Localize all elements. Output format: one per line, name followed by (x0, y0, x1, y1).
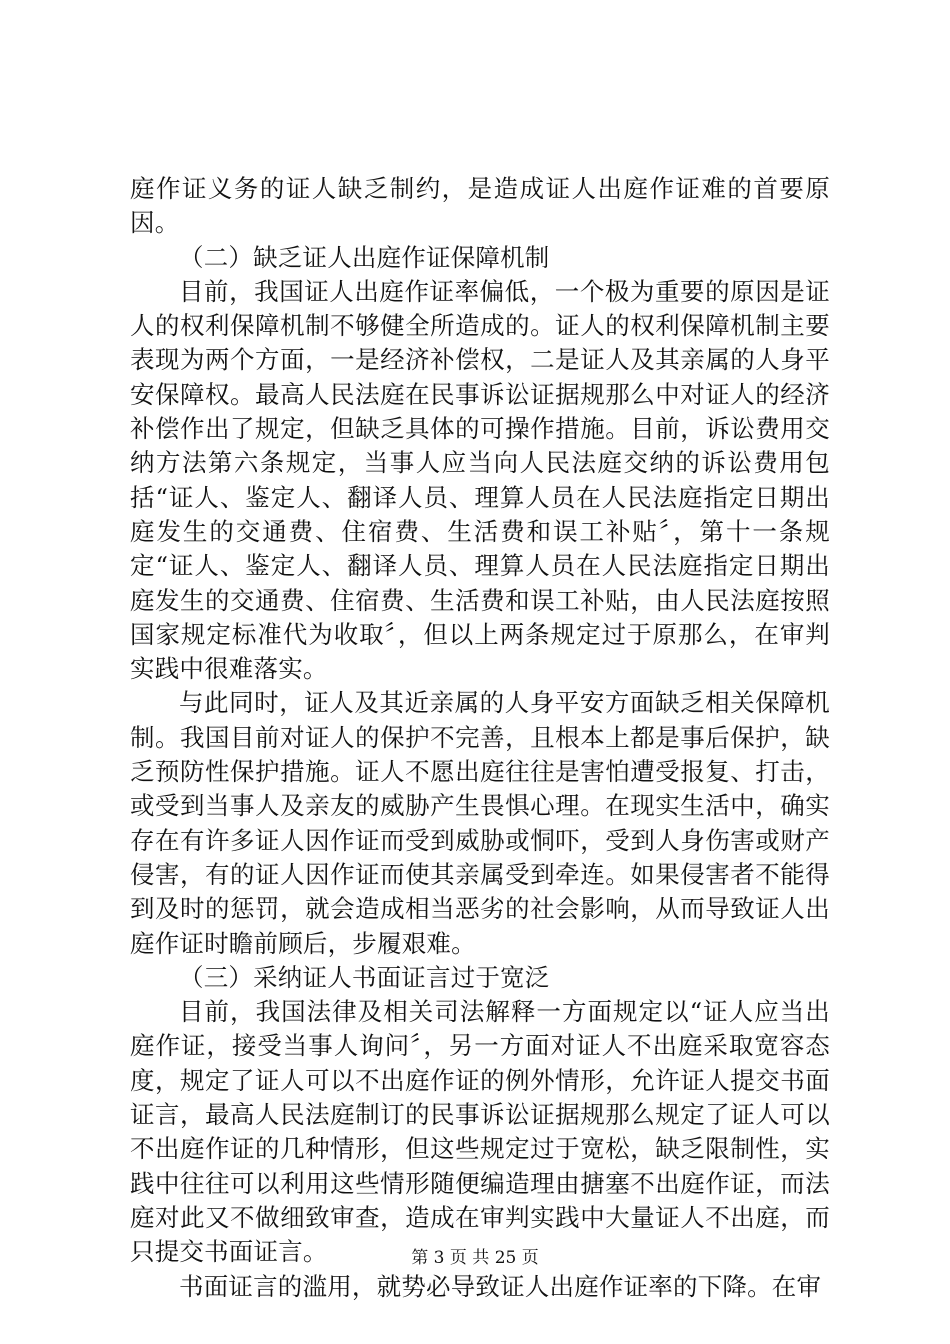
document-body (130, 172, 830, 1304)
section-heading-2: （二）缺乏证人出庭作证保障机制 (179, 242, 550, 272)
paragraph-testimony-abuse: 书面证言的滥用，就势必导致证人出庭作证率的下降。在审 (179, 1271, 822, 1301)
paragraph-written-testimony: 目前，我国法律及相关司法解释一方面规定以“证人应当出庭作证，接受当事人询问〞，另一方面对证人不出庭采取宽容态度，规定了证人可以不出庭作证的例外情形，允许证人提交书面证言，最高人民法庭制订的民事诉讼证据规那么规定了证人可以不出庭作证的几种情形，但这些规定过于宽松，缺乏限制性，实践中往往可以利用这些情形随便编造理由搪塞不出庭作证，而法庭对此又不做细致审查，造成在审判实践中大量证人不出庭，而只提交书面证言。 (130, 997, 830, 1267)
page-footer: 第 3 页 共 25 页 (411, 1248, 539, 1268)
paragraph-witness-rights: 目前，我国证人出庭作证率偏低，一个极为重要的原因是证人的权利保障机制不够健全所造成的。证人的权利保障机制主要表现为两个方面，一是经济补偿权，二是证人及其亲属的人身平安保障权。最高人民法庭在民事诉讼证据规那么中对证人的经济补偿作出了规定，但缺乏具体的可操作措施。目前，诉讼费用交纳方法第六条规定，当事人应当向人民法庭交纳的诉讼费用包括“证人、鉴定人、翻译人员、理算人员在人民法庭指定日期出庭发生的交通费、住宿费、生活费和误工补贴〞，第十一条规定“证人、鉴定人、翻译人员、理算人员在人民法庭指定日期出庭发生的交通费、住宿费、生活费和误工补贴，由人民法庭按照国家规定标准代为收取〞，但以上两条规定过于原那么，在审判实践中很难落实。 (130, 276, 830, 684)
paragraph-personal-safety: 与此同时，证人及其近亲属的人身平安方面缺乏相关保障机制。我国目前对证人的保护不完善，且根本上都是事后保护，缺乏预防性保护措施。证人不愿出庭往往是害怕遭受报复、打击，或受到当事人及亲友的威胁产生畏惧心理。在现实生活中，确实存在有许多证人因作证而受到威胁或恫吓，受到人身伤害或财产侵害，有的证人因作证而使其亲属受到牵连。如果侵害者不能得到及时的惩罚，就会造成相当恶劣的社会影响，从而导致证人出庭作证时瞻前顾后，步履艰难。 (130, 688, 830, 958)
continuation-paragraph: 庭作证义务的证人缺乏制约，是造成证人出庭作证难的首要原因。 (130, 174, 830, 238)
section-heading-3: （三）采纳证人书面证言过于宽泛 (179, 962, 550, 992)
